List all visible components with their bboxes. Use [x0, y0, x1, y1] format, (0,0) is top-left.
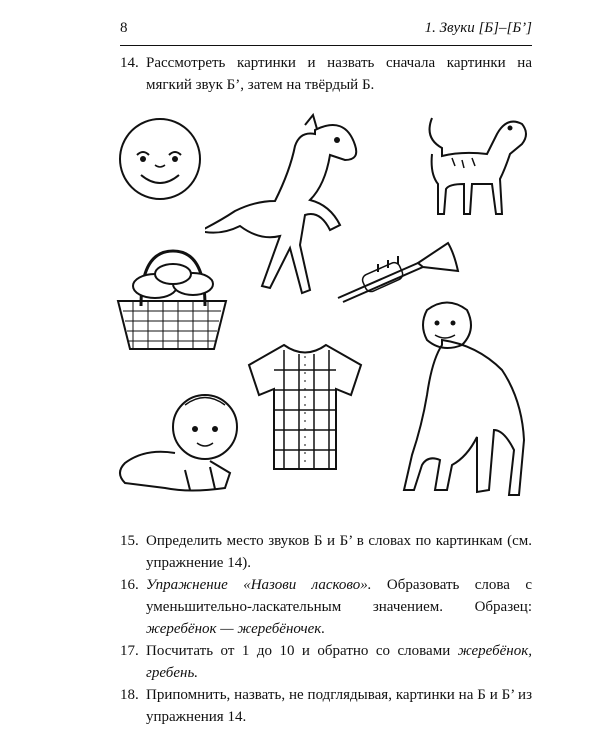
exercise-15	[120, 530, 532, 574]
exercise-text: Рассмотреть картинки и назвать сначала картинки на мягкий звук Б’, затем на твёрдый Б.	[146, 55, 532, 93]
exercise-text: Припомнить, назвать, не подглядывая, картинки на Б и Б’ из упражнения 14.	[146, 687, 532, 725]
chapter-title: 1. Звуки [Б]–[Б’]	[424, 20, 532, 36]
dog-icon	[422, 108, 532, 218]
exercise-16	[120, 574, 532, 640]
mushroom-basket-icon	[113, 246, 231, 351]
exercise-title: Упражнение «Назови ласково».	[146, 577, 372, 593]
baby-icon	[115, 385, 243, 497]
exercise-number: 18.	[120, 687, 139, 703]
exercise-17	[120, 640, 532, 684]
exercise-number: 14.	[120, 55, 139, 71]
exercise-body: Посчитать от 1 до 10 и обратно со словами	[146, 643, 458, 659]
exercise-body: Образовать слова с уменьшительно-ласкательным значением. Образец:	[146, 577, 532, 615]
exercise-text: Определить место звуков Б и Б’ в словах по картинкам (см. упражнение 14).	[146, 533, 532, 571]
exercise-18	[120, 684, 532, 728]
exercise-example: жеребёнок — жеребёночек.	[146, 621, 326, 637]
exercise-number: 17.	[120, 643, 139, 659]
page-number: 8	[120, 20, 128, 36]
exercise-number: 16.	[120, 577, 139, 593]
monkey-icon	[397, 295, 532, 500]
bun-icon	[115, 115, 205, 203]
header-divider	[120, 45, 532, 46]
exercise-number: 15.	[120, 533, 139, 549]
exercise-words: жеребёнок, гребень.	[146, 643, 532, 681]
exercise-text	[146, 640, 532, 684]
shirt-icon	[244, 340, 366, 472]
exercise-text	[146, 574, 532, 640]
page-header	[120, 20, 532, 42]
exercise-14	[120, 52, 532, 96]
